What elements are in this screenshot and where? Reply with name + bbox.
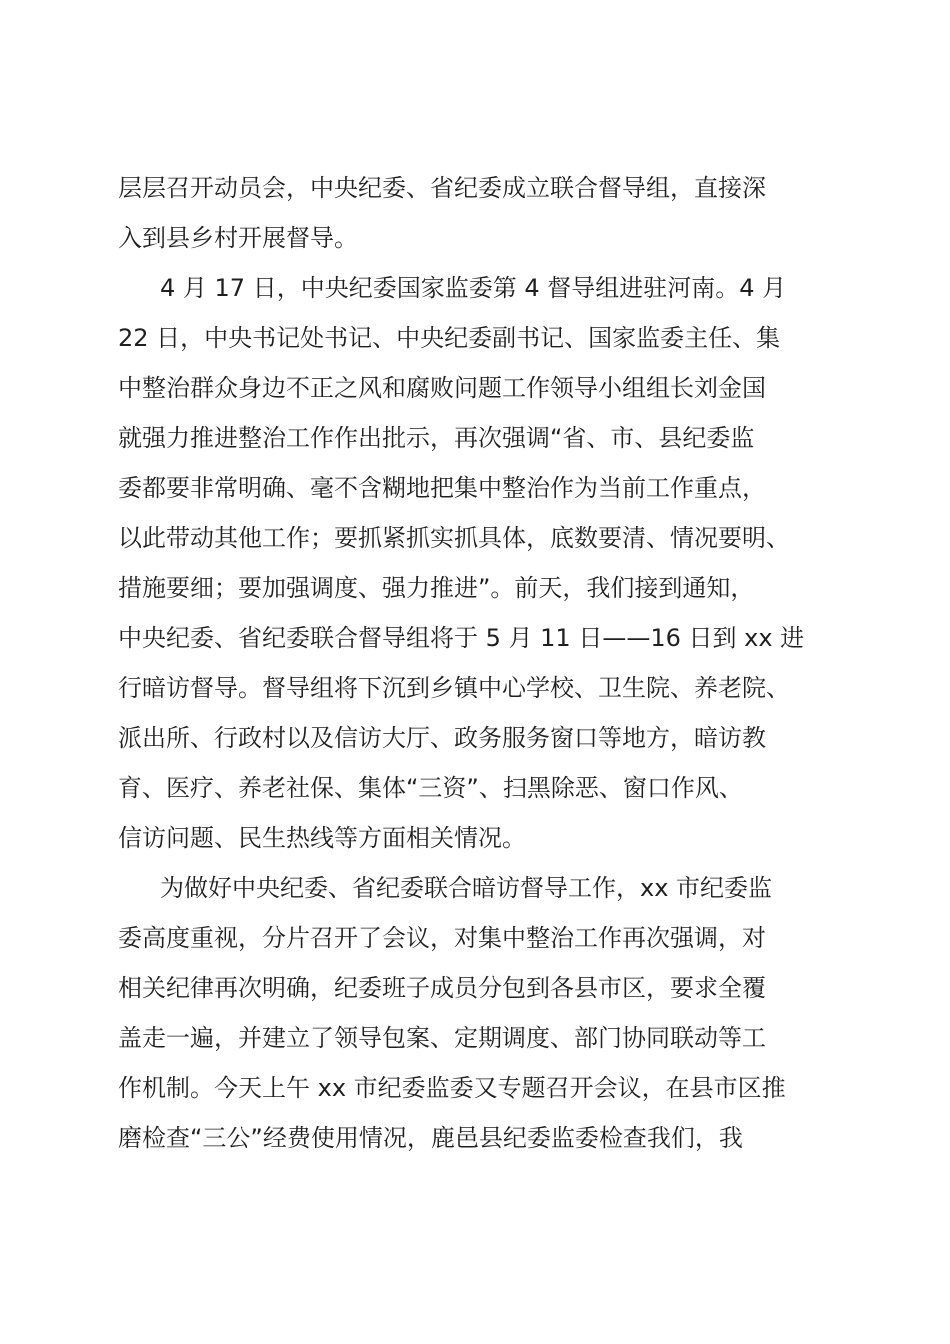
paragraph	[118, 863, 838, 1163]
text-line: 育、医疗、养老社保、集体“三资”、扫黑除恶、窗口作风、	[118, 774, 743, 802]
text-line: 盖走一遍，并建立了领导包案、定期调度、部门协同联动等工	[118, 1024, 766, 1052]
document-body	[118, 163, 838, 1163]
text-line: 措施要细；要加强调度、强力推进”。前天，我们接到通知，	[118, 574, 755, 602]
text-line: 就强力推进整治工作作出批示，再次强调“省、市、县纪委监	[118, 424, 755, 452]
text-line: 以此带动其他工作；要抓紧抓实抓具体，底数要清、情况要明、	[118, 524, 790, 552]
text-line: 为做好中央纪委、省纪委联合暗访督导工作，xx 市纪委监	[160, 874, 773, 902]
text-line: 委高度重视，分片召开了会议，对集中整治工作再次强调，对	[118, 924, 766, 952]
text-line: 磨检查“三公”经费使用情况，鹿邑县纪委监委检查我们，我	[118, 1124, 743, 1152]
text-line: 入到县乡村开展督导。	[118, 224, 358, 252]
text-line: 22 日，中央书记处书记、中央纪委副书记、国家监委主任、集	[118, 324, 781, 352]
text-line: 中整治群众身边不正之风和腐败问题工作领导小组组长刘金国	[118, 374, 766, 402]
text-line: 相关纪律再次明确，纪委班子成员分包到各县市区，要求全覆	[118, 974, 766, 1002]
text-line: 4 月 17 日，中央纪委国家监委第 4 督导组进驻河南。4 月	[160, 274, 787, 302]
text-line: 行暗访督导。督导组将下沉到乡镇中心学校、卫生院、养老院、	[118, 674, 790, 702]
paragraph	[118, 163, 838, 263]
text-line: 中央纪委、省纪委联合督导组将于 5 月 11 日——16 日到 xx 进	[118, 624, 805, 652]
text-line: 作机制。今天上午 xx 市纪委监委又专题召开会议，在县市区推	[118, 1074, 786, 1102]
text-line: 层层召开动员会，中央纪委、省纪委成立联合督导组，直接深	[118, 174, 766, 202]
text-line: 派出所、行政村以及信访大厅、政务服务窗口等地方，暗访教	[118, 724, 766, 752]
paragraph	[118, 263, 838, 863]
text-line: 委都要非常明确、毫不含糊地把集中整治作为当前工作重点，	[118, 474, 766, 502]
text-line: 信访问题、民生热线等方面相关情况。	[118, 824, 526, 852]
